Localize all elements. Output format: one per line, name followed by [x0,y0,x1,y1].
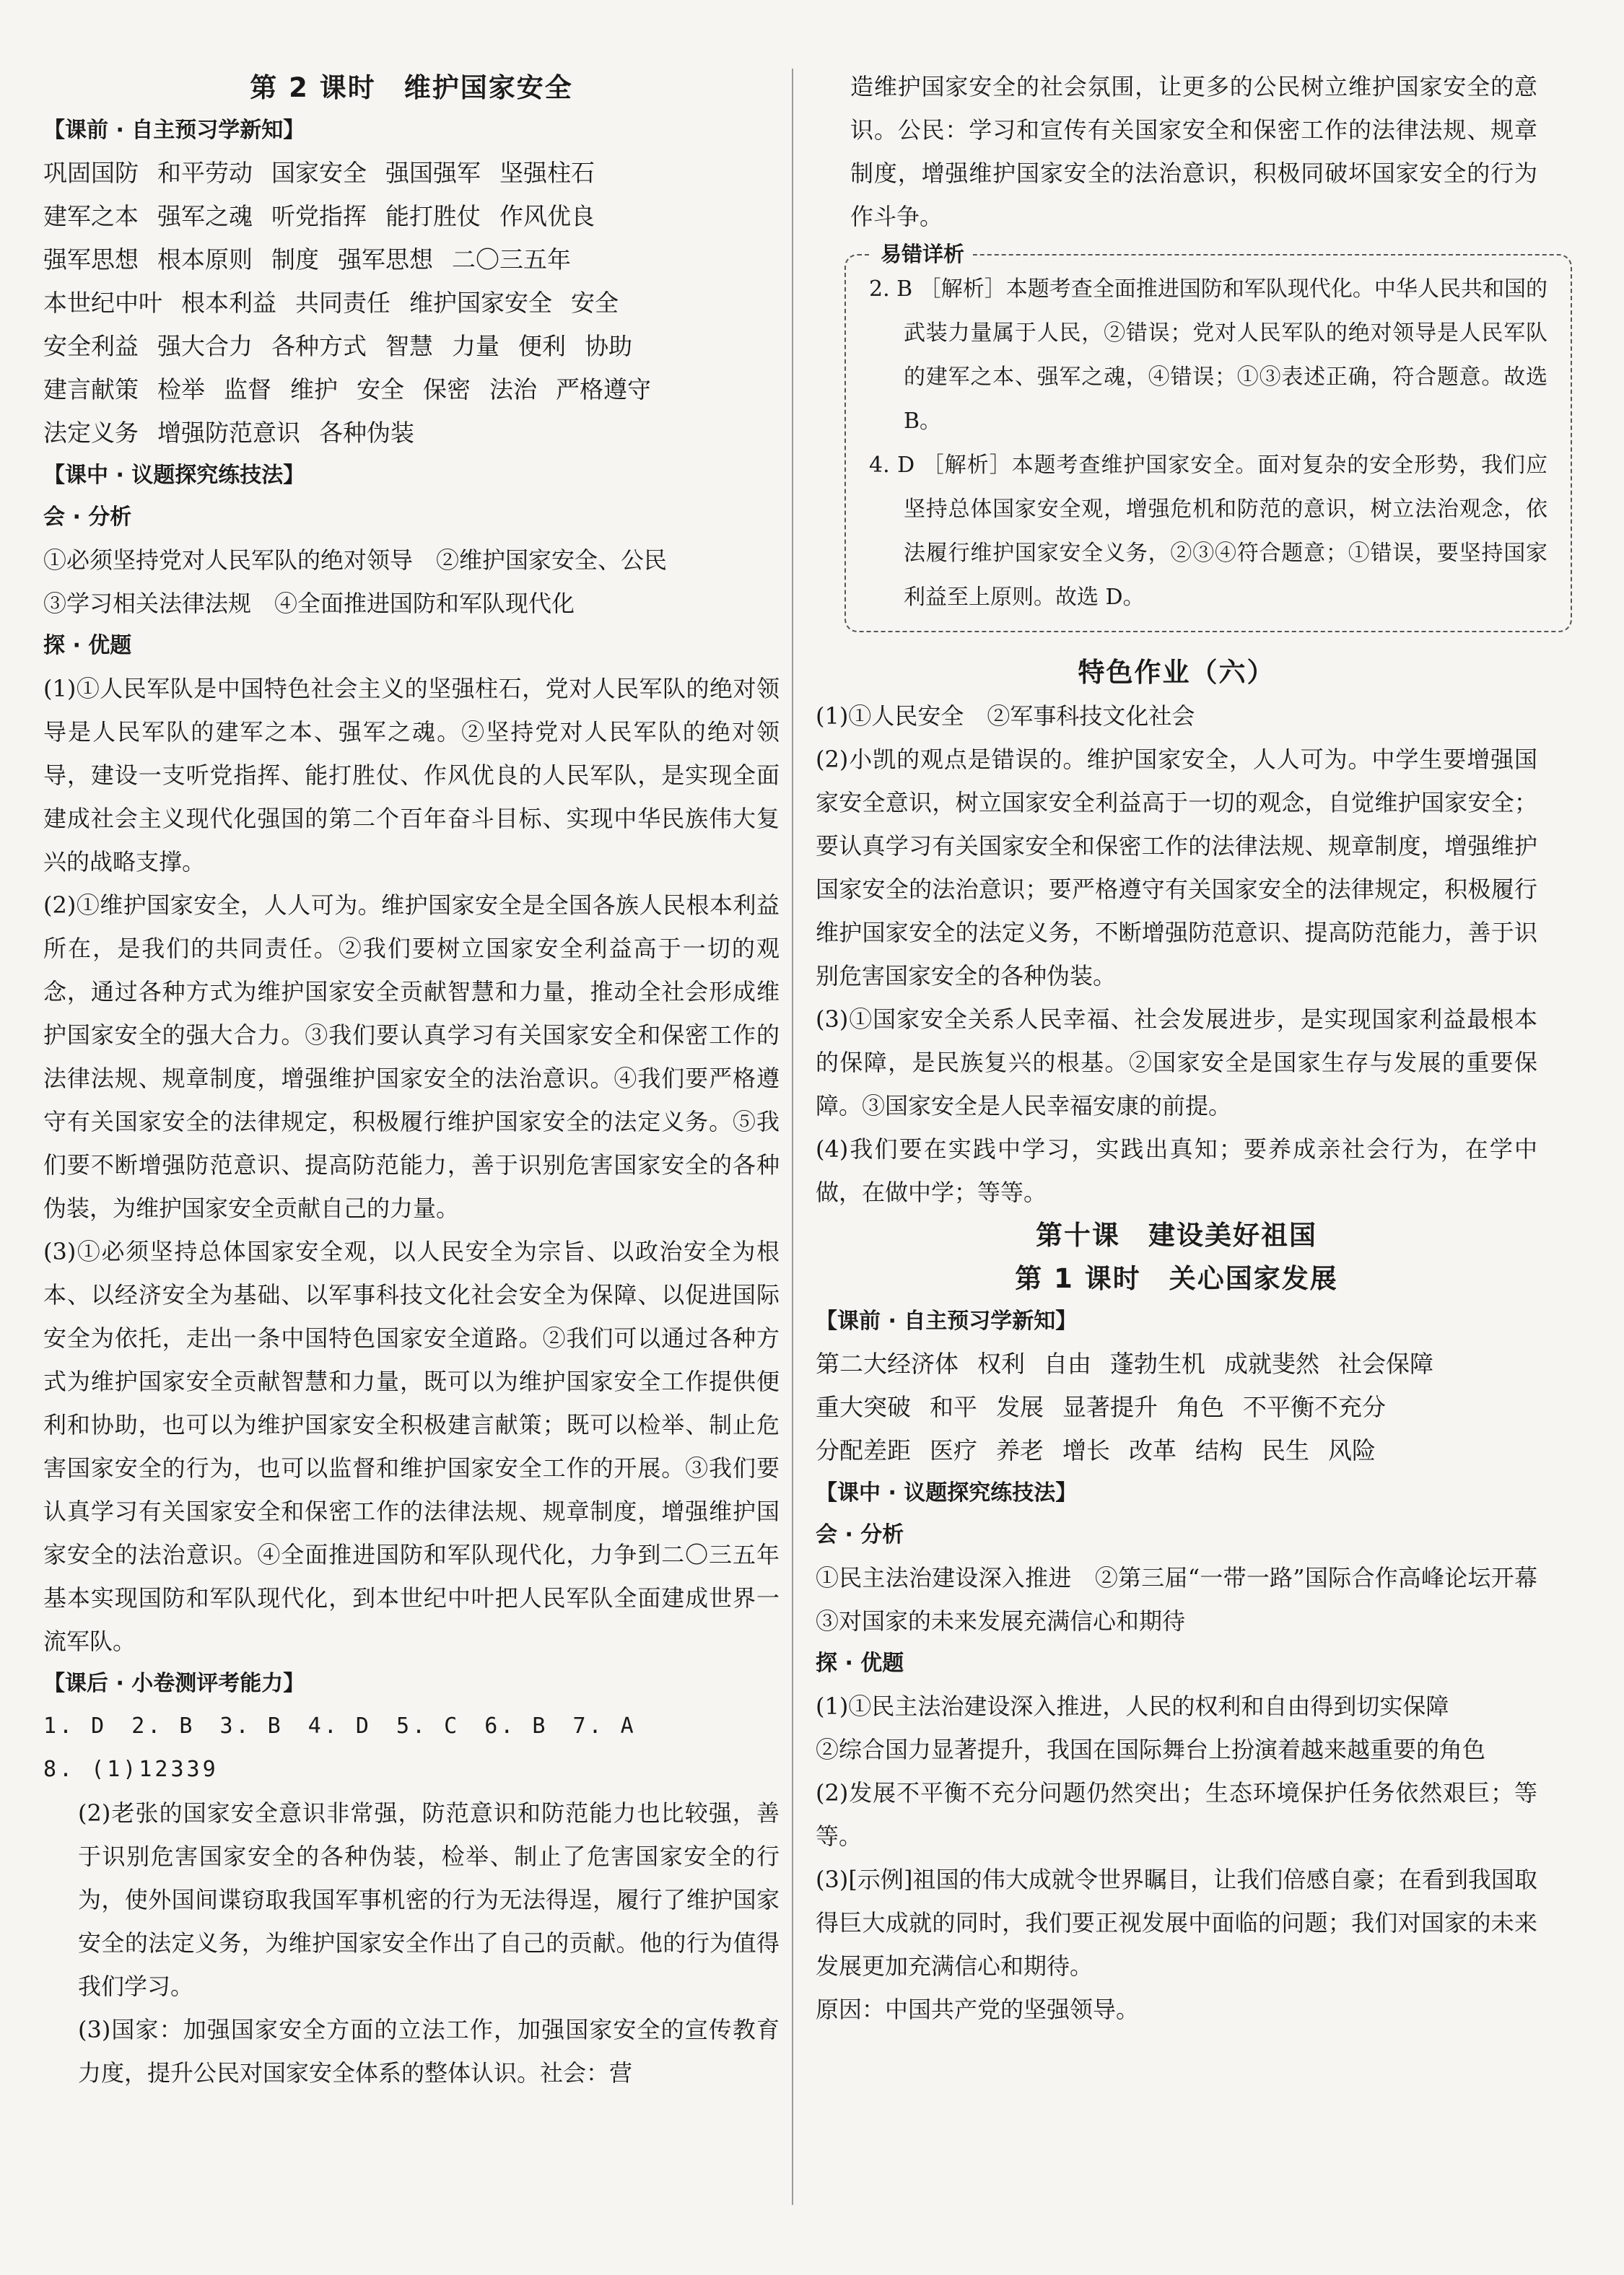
keyword: 第二大经济体 [816,1350,959,1378]
keyword: 法治 [489,375,537,403]
keyword: 强军思想 [338,245,433,274]
keyword: 强国强军 [385,159,481,187]
keyword: 安全 [571,289,619,317]
keyword: 巩固国防 [43,159,139,187]
error-analysis-box [844,242,1572,632]
error-analysis-item: 4. D ［解析］本题考查维护国家安全。面对复杂的安全形势，我们应坚持总体国家安全观，增强危机和防范的意识，树立法治观念，依法履行维护国家安全义务，②③④符合题意；①错误，要坚持国家利益至上原则。故选 D。 [869,453,1547,610]
answer-paragraph: (1)①人民安全 ②军事科技文化社会 [816,702,1195,730]
keyword: 保密 [423,375,471,403]
answer-paragraph: (3)①国家安全关系人民幸福、社会发展进步，是实现国家利益最根本的保障，是民族复兴的根基。②国家安全是国家生存与发展的重要保障。③国家安全是人民幸福安康的前提。 [816,1005,1537,1119]
keyword-row [43,195,780,238]
keyword: 权利 [977,1350,1025,1378]
answer-paragraph: (3)国家：加强国家安全方面的立法工作，加强国家安全的宣传教育力度，提升公民对国家安全体系的整体认识。社会：营 [78,2016,780,2087]
keyword: 社会保障 [1338,1350,1433,1378]
answer-paragraph: (2)老张的国家安全意识非常强，防范意识和防范能力也比较强，善于识别危害国家安全的各种伪装，检举、制止了危害国家安全的行为，使外国间谍窃取我国军事机密的行为无法得逞，履行了维护国家安全的法定义务，为维护国家安全作出了自己的贡献。他的行为值得我们学习。 [78,1799,780,2000]
keyword: 重大突破 [816,1393,911,1421]
keyword: 维护 [290,375,338,403]
keyword: 不平衡不充分 [1243,1393,1386,1421]
lesson-subtitle: 第 1 课时 关心国家发展 [1015,1263,1338,1294]
keyword: 结构 [1195,1436,1243,1464]
keyword: 强军思想 [43,245,139,274]
keyword: 医疗 [930,1436,977,1464]
keyword: 角色 [1176,1393,1224,1421]
answer-paragraph: (2)①维护国家安全，人人可为。维护国家安全是全国各族人民根本利益所在，是我们的共同责任。②我们要树立国家安全利益高于一切的观念，通过各种方式为维护国家安全贡献智慧和力量，推动全社会形成维护国家安全的强大合力。③我们要认真学习有关国家安全和保密工作的法律法规、规章制度，增强维护国家安全的法治意识。④我们要严格遵守有关国家安全的法律规定，积极履行维护国家安全的法定义务。⑤我们要不断增强防范意识、提高防范能力，善于识别危害国家安全的各种伪装，为维护国家安全贡献自己的力量。 [43,891,780,1222]
keyword: 协助 [585,332,632,360]
keyword: 安全 [357,375,404,403]
analysis-heading: 会 · 分析 [816,1522,904,1547]
keyword: 各种方式 [271,332,367,360]
keyword: 显著提升 [1062,1393,1158,1421]
keyword-list [43,152,780,455]
keyword: 本世纪中叶 [43,289,162,317]
keyword: 二〇三五年 [452,245,571,274]
post-class-heading: 【课后 · 小卷测评考能力】 [43,1671,305,1696]
keyword: 监督 [224,375,271,403]
keyword: 风险 [1328,1436,1376,1464]
answer-paragraph: (2)小凯的观点是错误的。维护国家安全，人人可为。中学生要增强国家安全意识，树立国家安全利益高于一切的观念，自觉维护国家安全；要认真学习有关国家安全和保密工作的法律法规、规章制度，增强维护国家安全的法治意识；要严格遵守有关国家安全的法律规定，积极履行维护国家安全的法定义务，不断增强防范意识、提高防范能力，善于识别危害国家安全的各种伪装。 [816,746,1537,990]
keyword: 分配差距 [816,1436,911,1464]
keyword-row [816,1386,1537,1429]
keyword-list [816,1342,1537,1472]
keyword: 能打胜仗 [385,202,481,230]
keyword-row [816,1342,1537,1386]
keyword: 坚强柱石 [499,159,595,187]
keyword-row [43,411,780,455]
analysis-line: ③学习相关法律法规 ④全面推进国防和军队现代化 [43,590,575,617]
lesson-title: 第 2 课时 维护国家安全 [250,72,573,103]
answer-paragraph: (4)我们要在实践中学习，实践出真知；要养成亲社会行为，在学中做，在做中学；等等。 [816,1135,1537,1206]
keyword: 检举 [157,375,205,403]
analysis-paragraph: ①民主法治建设深入推进 ②第三届“一带一路”国际合作高峰论坛开幕 ③对国家的未来发展充满信心和期待 [816,1564,1561,1635]
keyword: 智慧 [385,332,433,360]
analysis-heading: 会 · 分析 [43,505,132,530]
keyword: 便利 [518,332,566,360]
keyword: 蓬勃生机 [1110,1350,1205,1378]
answer-paragraph: ②综合国力显著提升，我国在国际舞台上扮演着越来越重要的角色 [816,1736,1486,1763]
keyword: 制度 [271,245,319,274]
keyword: 安全利益 [43,332,139,360]
column-divider [792,69,793,2205]
keyword: 各种伪装 [319,419,414,447]
keyword: 自由 [1044,1350,1091,1378]
keyword: 国家安全 [271,159,367,187]
keyword: 强军之魂 [157,202,253,230]
error-analysis-item: 2. B ［解析］本题考查全面推进国防和军队现代化。中华人民共和国的武装力量属于人民，②错误；党对人民军队的绝对领导是人民军队的建军之本、强军之魂，④错误；①③表述正确，符合题意。故选 B。 [869,276,1547,434]
keyword-row [43,325,780,368]
answer-paragraph: (3)[示例]祖国的伟大成就令世界瞩目，让我们倍感自豪；在看到我国取得巨大成就的同时，我们要正视发展中面临的问题；我们对国家的未来发展更加充满信心和期待。 [816,1866,1537,1980]
keyword: 增强防范意识 [157,419,300,447]
keyword: 建言献策 [43,375,139,403]
keyword: 作风优良 [499,202,595,230]
keyword: 成就斐然 [1224,1350,1319,1378]
keyword: 听党指挥 [271,202,367,230]
analysis-line: ①必须坚持党对人民军队的绝对领导 ②维护国家安全、公民 [43,546,668,574]
pre-class-heading: 【课前 · 自主预习学新知】 [816,1309,1078,1334]
keyword-row [43,368,780,411]
keyword: 共同责任 [295,289,390,317]
keyword: 改革 [1129,1436,1176,1464]
keyword: 和平 [930,1393,977,1421]
special-homework-title: 特色作业（六） [1078,657,1275,688]
keyword-row [43,281,780,325]
keyword-row [43,238,780,281]
keyword: 根本原则 [157,245,253,274]
keyword: 和平劳动 [157,159,253,187]
error-analysis-title: 易错详析 [872,238,973,268]
keyword: 强大合力 [157,332,253,360]
answer-paragraph: (1)①人民军队是中国特色社会主义的坚强柱石，党对人民军队的绝对领导是人民军队的建军之本、强军之魂。②坚持党对人民军队的绝对领导，建设一支听党指挥、能打胜仗、作风优良的人民军队，是实现全面建成社会主义现代化强国的第二个百年奋斗目标、实现中华民族伟大复兴的战略支撑。 [43,675,780,875]
keyword-row [43,152,780,195]
keyword: 严格遵守 [556,375,651,403]
exploration-heading: 探 · 优题 [816,1651,904,1676]
keyword: 法定义务 [43,419,139,447]
exploration-heading: 探 · 优题 [43,633,132,658]
left-column [43,66,780,2095]
keyword: 民生 [1262,1436,1309,1464]
keyword: 养老 [996,1436,1044,1464]
keyword: 发展 [996,1393,1044,1421]
in-class-heading: 【课中 · 议题探究练技法】 [43,463,305,488]
right-column [816,66,1561,2031]
keyword-row [816,1429,1537,1472]
keyword: 增长 [1062,1436,1110,1464]
answer-paragraph: 原因：中国共产党的坚强领导。 [816,1996,1140,2023]
keyword: 建军之本 [43,202,139,230]
in-class-heading: 【课中 · 议题探究练技法】 [816,1480,1078,1506]
keyword: 力量 [452,332,499,360]
answer-key: 1. D 2. B 3. B 4. D 5. C 6. B 7. A [43,1713,637,1739]
answer-paragraph: (2)发展不平衡不充分问题仍然突出；生态环境保护任务依然艰巨；等等。 [816,1779,1537,1850]
question-8-answer: 8. (1)12339 [43,1757,219,1782]
answer-paragraph: (1)①民主法治建设深入推进，人民的权利和自由得到切实保障 [816,1693,1449,1720]
continued-paragraph: 造维护国家安全的社会氛围，让更多的公民树立维护国家安全的意识。公民：学习和宣传有关国家安全和保密工作的法律法规、规章制度，增强维护国家安全的法治意识，积极同破坏国家安全的行为作斗争。 [850,73,1537,230]
keyword: 维护国家安全 [409,289,552,317]
pre-class-heading: 【课前 · 自主预习学新知】 [43,118,305,143]
lesson-title: 第十课 建设美好祖国 [1036,1220,1317,1251]
answer-paragraph: (3)①必须坚持总体国家安全观，以人民安全为宗旨、以政治安全为根本、以经济安全为基础、以军事科技文化社会安全为保障、以促进国际安全为依托，走出一条中国特色国家安全道路。②我们可以通过各种方式为维护国家安全贡献智慧和力量，既可以为维护国家安全工作提供便利和协助，也可以为维护国家安全积极建言献策；既可以检举、制止危害国家安全的行为，也可以监督和维护国家安全工作的开展。③我们要认真学习有关国家安全和保密工作的法律法规、规章制度，增强维护国家安全的法治意识。④全面推进国防和军队现代化，力争到二〇三五年基本实现国防和军队现代化，到本世纪中叶把人民军队全面建成世界一流军队。 [43,1238,780,1655]
keyword: 根本利益 [181,289,276,317]
